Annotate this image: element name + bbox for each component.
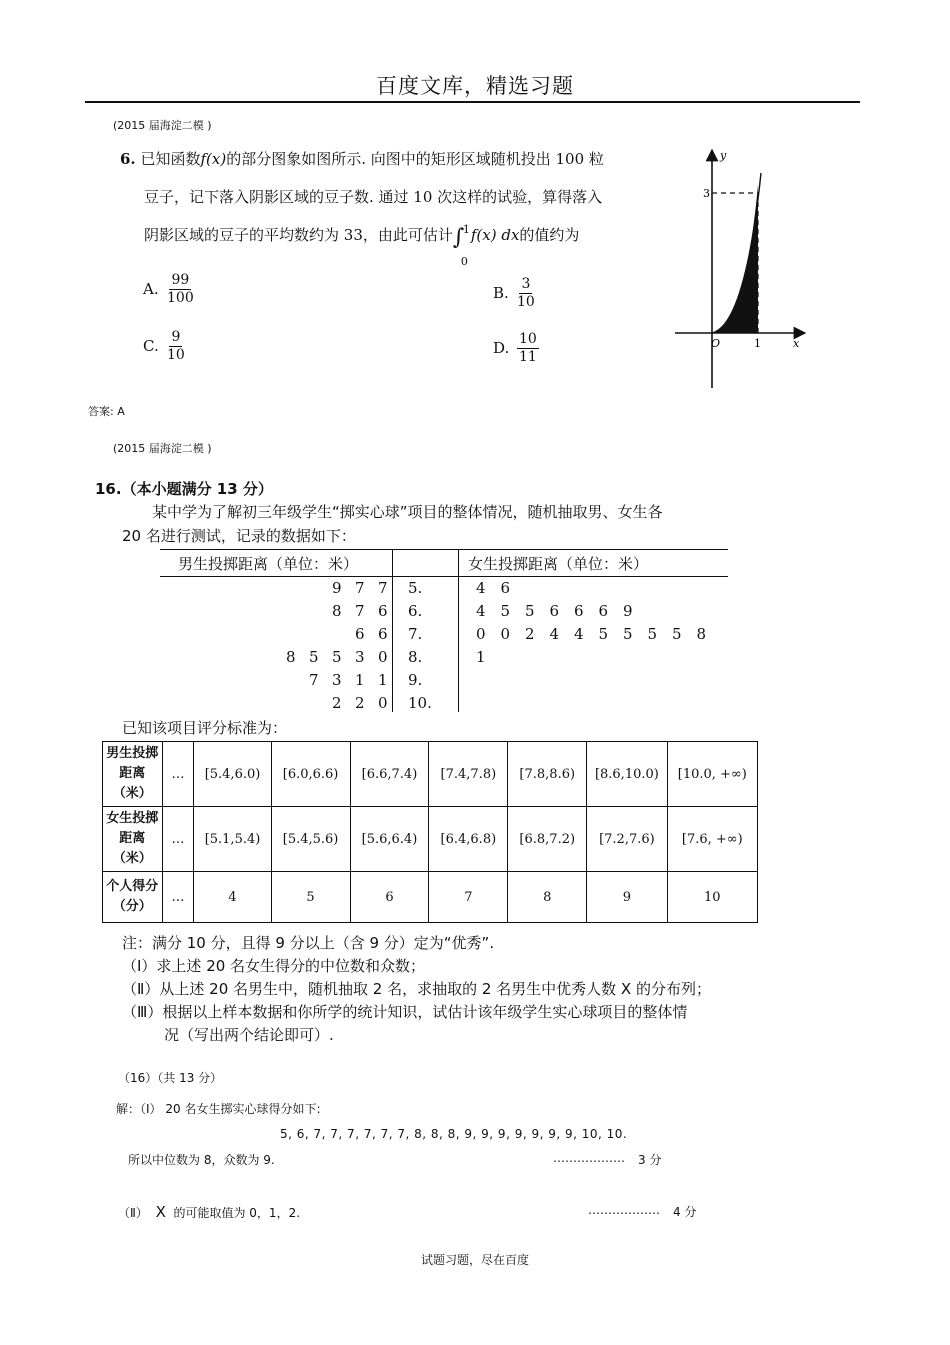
origin-label: O [711, 337, 721, 350]
q6-answer: 答案: A [88, 405, 125, 418]
boys-leaf: 5 [309, 648, 319, 666]
boys-header: 男生投掷距离（单位：米） [178, 555, 359, 573]
boys-leaf: 7 [309, 671, 319, 689]
girls-leaf: 6 [549, 602, 560, 620]
scoring-row [103, 872, 758, 923]
scoring-cell: 4 [194, 872, 271, 923]
option-d[interactable] [493, 331, 539, 366]
boys-leaf: 1 [355, 671, 365, 689]
solution-points-2: 4 分 [673, 1205, 697, 1219]
q6-line1-a: 已知函数 [140, 150, 201, 168]
solution-variable-x: X [155, 1203, 166, 1221]
girls-leaf: 4 [549, 625, 560, 643]
boys-leaf: 3 [355, 648, 365, 666]
option-a[interactable] [143, 272, 194, 307]
scoring-row [103, 742, 758, 807]
stem-leaf-row [160, 623, 728, 646]
stem-leaf-row [160, 646, 728, 669]
q16-source: (2015 届海淀二模 ) [113, 442, 212, 455]
q6-line2: 豆子，记下落入阴影区域的豆子数. 通过 10 次这样的试验，算得落入 [144, 188, 603, 206]
q6-line1 [120, 140, 690, 178]
q16-part2: （Ⅱ）从上述 20 名男生中，随机抽取 2 名，求抽取的 2 名男生中优秀人数 X 的分布列； [122, 980, 711, 998]
girls-leaf: 6 [574, 602, 584, 620]
solution-scores: 5, 6, 7, 7, 7, 7, 7, 7, 8, 8, 8, 9, 9, 9, 9, 9, 9, 9, 10, 10. [280, 1127, 628, 1141]
scoring-cell: [7.8,8.6) [508, 742, 587, 807]
option-c-den: 10 [167, 347, 185, 363]
scoring-cell: [7.2,7.6) [587, 807, 667, 872]
q16-intro-line1: 某中学为了解初三年级学生“掷实心球”项目的整体情况，随机抽取男、女生各 [152, 503, 663, 521]
boys-leaf: 6 [378, 602, 388, 620]
boys-leaf: 1 [378, 671, 388, 689]
girls-leaf: 5 [598, 625, 609, 643]
boys-leaf: 5 [332, 648, 342, 666]
scoring-cell: [7.6, +∞) [667, 807, 757, 872]
stem-leaf-row [160, 600, 728, 623]
scoring-cell: [8.6,10.0) [587, 742, 667, 807]
girls-leaf: 5 [500, 602, 511, 620]
stem-leaf-row [160, 577, 728, 600]
scoring-cell: [7.4,7.8) [429, 742, 508, 807]
integral-sign: ∫ [452, 225, 465, 250]
option-b-label: B. [493, 283, 509, 302]
stem-leaf-row [160, 692, 728, 715]
scoring-cell: [5.1,5.4) [194, 807, 271, 872]
option-d-fraction [517, 331, 539, 366]
option-d-label: D. [493, 338, 510, 357]
boys-leaf: 7 [378, 579, 388, 597]
q6-line3-a: 阴影区域的豆子的平均数约为 33，由此可估计 [144, 226, 453, 244]
solution-median-mode: 所以中位数为 8，众数为 9. [128, 1153, 275, 1167]
boys-leaf: 6 [355, 625, 365, 643]
boys-leaf: 0 [378, 648, 388, 666]
q6-number: 6. [120, 150, 136, 168]
q16-part3a: （Ⅲ）根据以上样本数据和你所学的统计知识，试估计该年级学生实心球项目的整体情 [122, 1003, 688, 1021]
header-rule [85, 101, 860, 103]
scoring-row-label: 女生投掷距离（米） [103, 807, 163, 872]
q16-title: 16.（本小题满分 13 分） [95, 480, 273, 498]
girls-leaf: 2 [525, 625, 535, 643]
solution-line1: 解：（Ⅰ） 20 名女生掷实心球得分如下: [116, 1102, 321, 1116]
scoring-cell: [5.4,6.0) [194, 742, 271, 807]
integral-lower: 0 [460, 255, 468, 268]
solution-dots-1: ……………… [553, 1151, 625, 1165]
boys-leaf: 3 [332, 671, 342, 689]
scoring-cell: [10.0, +∞) [667, 742, 757, 807]
option-b-fraction [517, 276, 535, 311]
scoring-cell: [5.6,6.4) [350, 807, 429, 872]
solution-line4 [118, 1203, 300, 1221]
q16-notes [122, 932, 782, 1047]
option-d-num: 10 [519, 331, 537, 347]
girls-leaf: 4 [476, 579, 486, 597]
option-c-num: 9 [171, 329, 181, 345]
boys-leaf: 7 [355, 602, 365, 620]
option-c-fraction [167, 329, 185, 364]
integral [452, 221, 471, 268]
scoring-cell: 10 [667, 872, 757, 923]
girls-leaf: 6 [598, 602, 609, 620]
stem-leaf-top-rule [160, 549, 728, 550]
q16-part1: （Ⅰ）求上述 20 名女生得分的中位数和众数； [122, 957, 426, 975]
option-b-den: 10 [517, 294, 535, 310]
scoring-cell: 9 [587, 872, 667, 923]
girls-leaf: 0 [500, 625, 511, 643]
q16-note: 注：满分 10 分，且得 9 分以上（含 9 分）定为“优秀”. [122, 934, 495, 952]
boys-leaf: 6 [378, 625, 388, 643]
scoring-cell: … [162, 742, 194, 807]
stem-leaf-plot [160, 549, 728, 712]
std-caption: 已知该项目评分标准为： [122, 719, 288, 737]
q16-intro-line2: 20 名进行测试，记录的数据如下： [122, 527, 356, 545]
scoring-cell: 7 [429, 872, 508, 923]
y-tick-3: 3 [703, 187, 710, 200]
q6-line3 [120, 216, 690, 268]
option-c-label: C. [143, 336, 159, 355]
stem-leaf-row [160, 669, 728, 692]
girls-leaf: 5 [672, 625, 682, 643]
stem-value: 6. [408, 602, 423, 620]
scoring-cell: … [162, 807, 194, 872]
stem-value: 7. [408, 625, 423, 643]
option-c[interactable] [143, 329, 185, 364]
x-axis-label: x [793, 337, 800, 350]
boys-leaf: 2 [355, 694, 365, 712]
q6-source: (2015 届海淀二模 ) [113, 119, 212, 132]
scoring-cell: 5 [271, 872, 350, 923]
boys-leaf: 8 [332, 602, 342, 620]
stem-value: 9. [408, 671, 423, 689]
scoring-cell: 6 [350, 872, 429, 923]
q6-integrand: f(x) dx [470, 226, 520, 244]
girls-leaf: 1 [476, 648, 486, 666]
girls-leaf: 5 [525, 602, 535, 620]
integral-upper: 1 [462, 223, 470, 236]
solution-part2-label: （Ⅱ） [118, 1206, 148, 1220]
scoring-cell: [6.0,6.6) [271, 742, 350, 807]
x-tick-1: 1 [754, 337, 761, 350]
boys-leaf: 0 [378, 694, 388, 712]
option-a-num: 99 [171, 272, 190, 288]
q16-part3b: 况（写出两个结论即可）. [164, 1026, 334, 1044]
y-axis-label: y [720, 149, 727, 162]
option-a-fraction [167, 272, 194, 307]
solution-heading: （16）（共 13 分） [118, 1071, 223, 1085]
solution-part2-text: 的可能取值为 0，1，2. [173, 1206, 301, 1220]
scoring-cell: [5.4,5.6) [271, 807, 350, 872]
girls-leaf: 6 [500, 579, 511, 597]
stem-value: 8. [408, 648, 423, 666]
boys-leaf: 2 [332, 694, 342, 712]
q6-line3-b: 的值约为 [519, 226, 580, 244]
girls-leaf: 8 [696, 625, 707, 643]
stem-value: 10. [408, 694, 432, 712]
scoring-row-label: 个人得分（分） [103, 872, 163, 923]
option-b[interactable] [493, 276, 535, 311]
boys-leaf: 9 [332, 579, 342, 597]
page-header-title: 百度文库，精选习题 [376, 74, 574, 98]
q16-intro [122, 500, 782, 548]
option-b-num: 3 [521, 276, 531, 292]
scoring-row [103, 807, 758, 872]
scoring-cell: [6.4,6.8) [429, 807, 508, 872]
boys-leaf: 8 [286, 648, 296, 666]
solution-dots-2: ……………… [588, 1203, 660, 1217]
scoring-row-label: 男生投掷距离（米） [103, 742, 163, 807]
solution-points-1: 3 分 [638, 1153, 662, 1167]
girls-leaf: 5 [647, 625, 658, 643]
scoring-cell: … [162, 872, 194, 923]
scoring-cell: 8 [508, 872, 587, 923]
boys-leaf: 7 [355, 579, 365, 597]
option-a-den: 100 [167, 290, 194, 306]
scoring-cell: [6.6,7.4) [350, 742, 429, 807]
shaded-region [712, 185, 758, 333]
girls-leaf: 4 [476, 602, 486, 620]
girls-header: 女生投掷距离（单位：米） [468, 555, 649, 573]
q6-stem [120, 140, 690, 268]
option-d-den: 11 [519, 349, 537, 365]
girls-leaf: 5 [623, 625, 633, 643]
q6-line1-b: 的部分图象如图所示. 向图中的矩形区域随机投出 100 粒 [226, 150, 604, 168]
girls-leaf: 4 [574, 625, 584, 643]
stem-value: 5. [408, 579, 423, 597]
scoring-table [102, 741, 758, 923]
scoring-cell: [6.8,7.2) [508, 807, 587, 872]
girls-leaf: 9 [623, 602, 633, 620]
q6-func: f(x) [200, 150, 227, 168]
q6-graph [675, 145, 815, 390]
page-footer: 试题习题，尽在百度 [420, 1253, 529, 1267]
girls-leaf: 0 [476, 625, 486, 643]
option-a-label: A. [143, 279, 159, 298]
